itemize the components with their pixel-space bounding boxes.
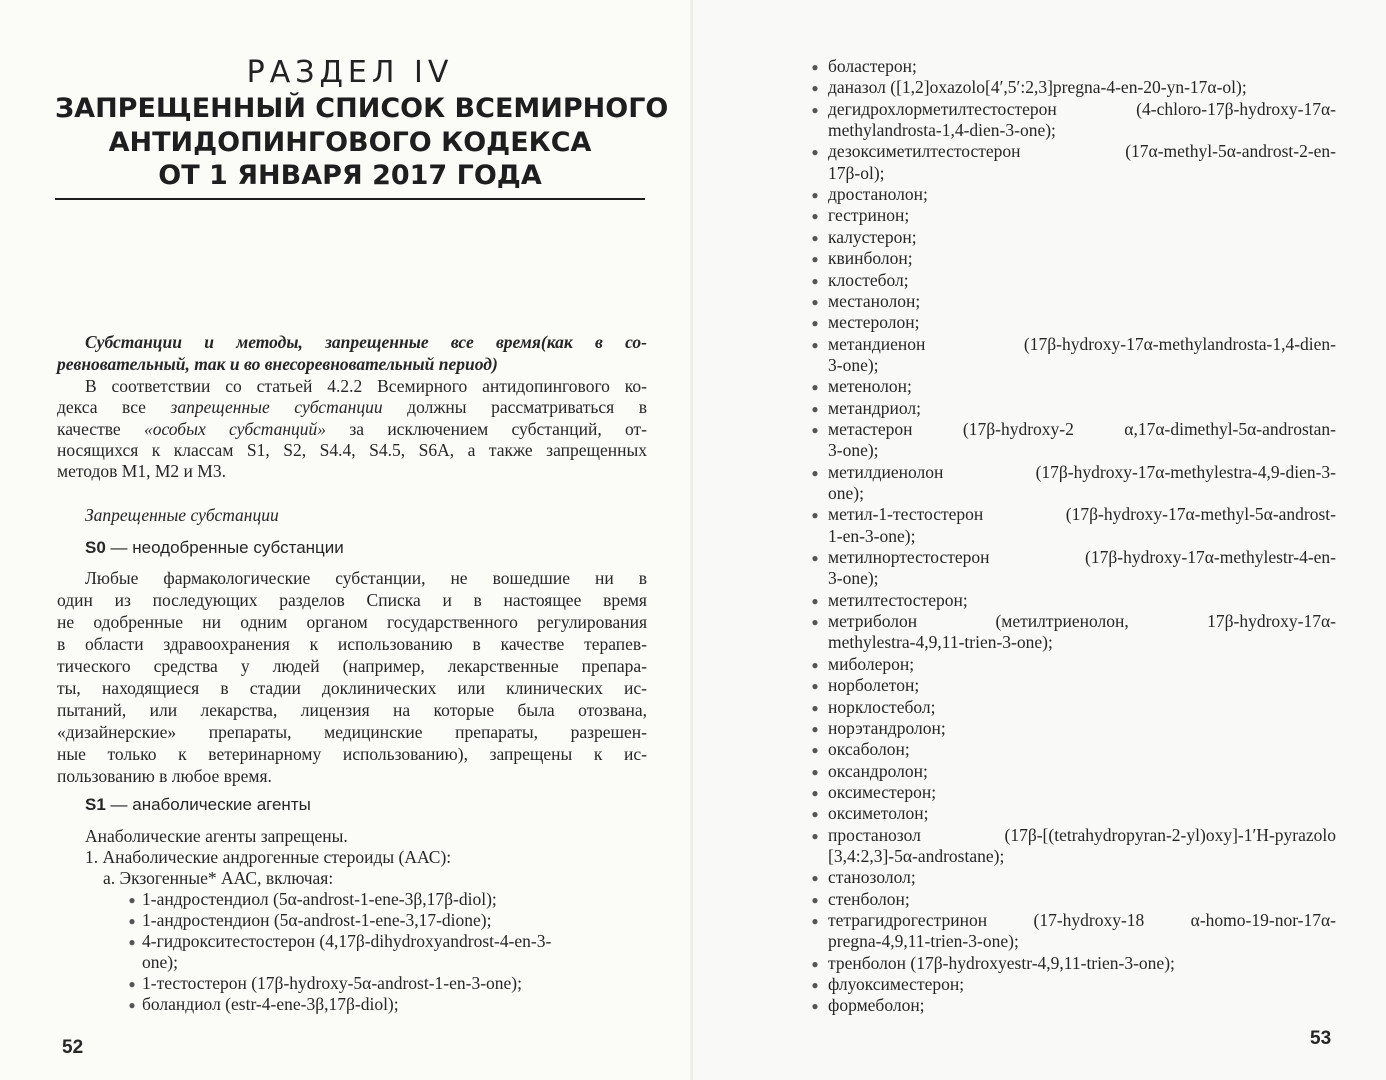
s0-para-line: в области здравоохранения к использованию в качестве терапев- <box>57 634 647 654</box>
bullet-icon: ● <box>128 914 136 928</box>
title-divider <box>55 198 645 200</box>
s0-para-line: пытаний, или лекарства, лицензия на которые была отозвана, <box>57 700 647 720</box>
substance-item: формеболон; <box>828 995 925 1016</box>
substance-item: оксандролон; <box>828 760 928 781</box>
bullet-icon: ● <box>811 978 819 993</box>
substance-item: тетрагидрогестринон (17-hydroxy-18 α-homo-19-nor-17α- <box>828 910 1336 930</box>
substance-item-continuation: one); <box>828 483 864 503</box>
substance-item: квинболон; <box>828 248 913 269</box>
title-line-1: ЗАПРЕЩЕННЫЙ СПИСОК ВСЕМИРНОГО <box>55 93 669 124</box>
bullet-icon: ● <box>811 102 819 117</box>
prohibited-substances-heading: Запрещенные субстанции <box>85 505 279 525</box>
bullet-item: 1-андростендиол (5α-androst-1-ene-3β,17β-diol); <box>142 889 497 909</box>
substance-item: оксиметолон; <box>828 803 929 824</box>
substance-item: простанозол (17β-[(tetrahydropyran-2-yl)oxy]-1′H-pyrazolo <box>828 824 1336 845</box>
substance-item: метандиенон (17β-hydroxy-17α-methylandrosta-1,4-dien- <box>828 333 1336 354</box>
bullet-icon: ● <box>811 743 819 758</box>
s0-para-line: тического средства у людей (например, лекарственные препара- <box>57 656 647 676</box>
title-line-2: АНТИДОПИНГОВОГО КОДЕКСА <box>108 127 592 158</box>
bullet-icon: ● <box>811 828 819 843</box>
section-label: РАЗДЕЛ IV <box>246 55 454 90</box>
bullet-icon: ● <box>811 679 819 694</box>
s0-para-line: ты, находящиеся в стадии доклинических или клинических ис- <box>57 678 647 698</box>
bullet-icon: ● <box>811 721 819 736</box>
substance-item: стенболон; <box>828 888 910 909</box>
bullet-icon: ● <box>128 893 136 907</box>
bullet-icon: ● <box>811 892 819 907</box>
substance-item: гестринон; <box>828 205 910 226</box>
s0-para-line: один из последующих разделов Списка и в настоящее время <box>57 590 647 610</box>
substance-item-continuation: 3-one); <box>828 440 879 461</box>
bullet-icon: ● <box>128 977 136 991</box>
bullet-icon: ● <box>811 316 819 331</box>
substance-item: клостебол; <box>828 269 909 290</box>
substance-item: метенолон; <box>828 376 912 397</box>
intro-para-line-2: декса все запрещенные субстанции должны рассматриваться в <box>57 397 647 417</box>
bullet-icon: ● <box>811 252 819 267</box>
intro-para-line-1: В соответствии со статьей 4.2.2 Всемирного антидопингового ко- <box>85 376 647 396</box>
substance-item: метилнортестостерон (17β-hydroxy-17α-methylestr-4-en- <box>828 547 1336 568</box>
substance-item-continuation: methylandrosta-1,4-dien-3-one); <box>828 120 1056 141</box>
substance-item-continuation: methylestra-4,9,11-trien-3-one); <box>828 632 1053 653</box>
substance-item: норэтандролон; <box>828 717 946 738</box>
bullet-icon: ● <box>811 273 819 288</box>
s1-line: 1. Анаболические андрогенные стероиды (ААС): <box>85 847 452 867</box>
substance-item: метилдиенолон (17β-hydroxy-17α-methylestra-4,9-dien-3- <box>828 461 1336 482</box>
title-line-3: ОТ 1 ЯНВАРЯ 2017 ГОДА <box>158 160 542 191</box>
bullet-icon: ● <box>811 401 819 416</box>
intro-para-line-4: носящихся к классам S1, S2, S4.4, S4.5, S6A, а также запрещенных <box>57 440 647 460</box>
bullet-icon: ● <box>811 508 819 523</box>
substance-item: оксиместерон; <box>828 781 937 802</box>
s1-line: Анаболические агенты запрещены. <box>85 826 348 846</box>
bullet-icon: ● <box>811 465 819 480</box>
substance-item: станозолол; <box>828 867 916 888</box>
bullet-icon: ● <box>811 657 819 672</box>
substance-item: метил-1-тестостерон (17β-hydroxy-17α-methyl-5α-androst- <box>828 504 1336 525</box>
bullet-item: 1-андростендион (5α-androst-1-ene-3,17-dione); <box>142 910 492 930</box>
bullet-item: 1-тестостерон (17β-hydroxy-5α-androst-1-en-3-one); <box>142 973 522 993</box>
substance-item: дростанолон; <box>828 184 928 205</box>
s1-heading: S1 — анаболические агенты <box>85 795 311 814</box>
substance-item: метилтестостерон; <box>828 589 968 610</box>
substance-item-continuation: 3-one); <box>828 354 879 375</box>
bullet-icon: ● <box>811 551 819 566</box>
substance-item-continuation: [3,4:2,3]-5α-androstane); <box>828 845 1005 866</box>
bullet-icon: ● <box>811 209 819 224</box>
bullet-item: боландиол (estr-4-ene-3β,17β-diol); <box>142 994 399 1014</box>
intro-heading-line-1: Субстанции и методы, запрещенные все время(как в со- <box>85 332 647 352</box>
substance-item: даназол ([1,2]oxazolo[4′,5′:2,3]pregna-4-en-20-yn-17α-ol); <box>828 77 1247 98</box>
intro-para-line-3: качестве «особых субстанций» за исключением субстанций, от- <box>57 419 648 439</box>
bullet-icon: ● <box>811 615 819 630</box>
substance-item: местеролон; <box>828 312 920 333</box>
bullet-icon: ● <box>811 60 819 74</box>
bullet-item-continuation: one); <box>142 952 178 972</box>
intro-heading-line-2: ревновательный, так и во внесоревновательный период) <box>57 354 498 374</box>
bullet-icon: ● <box>128 935 136 949</box>
bullet-icon: ● <box>811 785 819 800</box>
bullet-icon: ● <box>811 294 819 309</box>
substance-item-continuation: 17β-ol); <box>828 162 885 183</box>
s0-heading: S0 — неодобренные субстанции <box>85 538 344 557</box>
page-number-right: 53 <box>1310 1028 1332 1049</box>
s1-line: a. Экзогенные* ААС, включая: <box>103 868 334 888</box>
s0-para-line: Любые фармакологические субстанции, не вошедшие ни в <box>85 568 647 588</box>
bullet-icon: ● <box>811 188 819 203</box>
substance-item: метандриол; <box>828 397 921 418</box>
bullet-icon: ● <box>811 999 819 1014</box>
bullet-icon: ● <box>811 337 819 352</box>
bullet-icon: ● <box>811 422 819 437</box>
substance-item: боластерон; <box>828 56 917 76</box>
bullet-icon: ● <box>811 764 819 779</box>
bullet-icon: ● <box>811 914 819 928</box>
substance-item: калустерон; <box>828 226 917 247</box>
s0-para-line: не одобренные ни одним органом государственного регулирования <box>57 612 647 632</box>
substance-item: тренболон (17β-hydroxyestr-4,9,11-trien-3-one); <box>828 952 1175 973</box>
bullet-icon: ● <box>811 593 819 608</box>
bullet-item: 4-гидрокситестостерон (4,17β-dihydroxyandrost-4-en-3- <box>142 931 552 951</box>
bullet-icon: ● <box>128 998 136 1012</box>
s0-para-line: пользованию в любое время. <box>57 766 272 786</box>
substance-item: дегидрохлорметилтестостерон (4-chloro-17β-hydroxy-17α- <box>828 98 1336 119</box>
bullet-icon: ● <box>811 81 819 96</box>
substance-item: норклостебол; <box>828 696 936 717</box>
intro-para-line-5: методов M1, M2 и M3. <box>57 461 226 481</box>
s0-para-line: ные только к ветеринарному использованию), запрещены к ис- <box>57 744 647 764</box>
substance-item: дезоксиметилтестостерон (17α-methyl-5α-androst-2-en- <box>828 141 1336 162</box>
s0-para-line: «дизайнерские» препараты, медицинские препараты, разрешен- <box>57 722 647 742</box>
bullet-icon: ● <box>811 956 819 971</box>
bullet-icon: ● <box>811 807 819 822</box>
right-page <box>693 0 1386 1080</box>
bullet-icon: ● <box>811 871 819 886</box>
substance-item-continuation: 1-en-3-one); <box>828 525 916 546</box>
substance-item-continuation: pregna-4,9,11-trien-3-one); <box>828 931 1019 952</box>
bullet-icon: ● <box>811 380 819 395</box>
substance-item: метастерон (17β-hydroxy-2 α,17α-dimethyl-5α-androstan- <box>828 418 1336 439</box>
substance-item: миболерон; <box>828 653 915 674</box>
substance-item: оксаболон; <box>828 739 910 760</box>
substance-item: норболетон; <box>828 675 920 696</box>
substance-item: метриболон (метилтриенолон, 17β-hydroxy-17α- <box>828 611 1336 632</box>
page-number-left: 52 <box>62 1037 84 1058</box>
substance-item: флуоксиместерон; <box>828 974 965 995</box>
substance-item: местанолон; <box>828 290 921 311</box>
bullet-icon: ● <box>811 700 819 715</box>
bullet-icon: ● <box>811 145 819 160</box>
bullet-icon: ● <box>811 230 819 245</box>
substance-item-continuation: 3-one); <box>828 568 879 589</box>
